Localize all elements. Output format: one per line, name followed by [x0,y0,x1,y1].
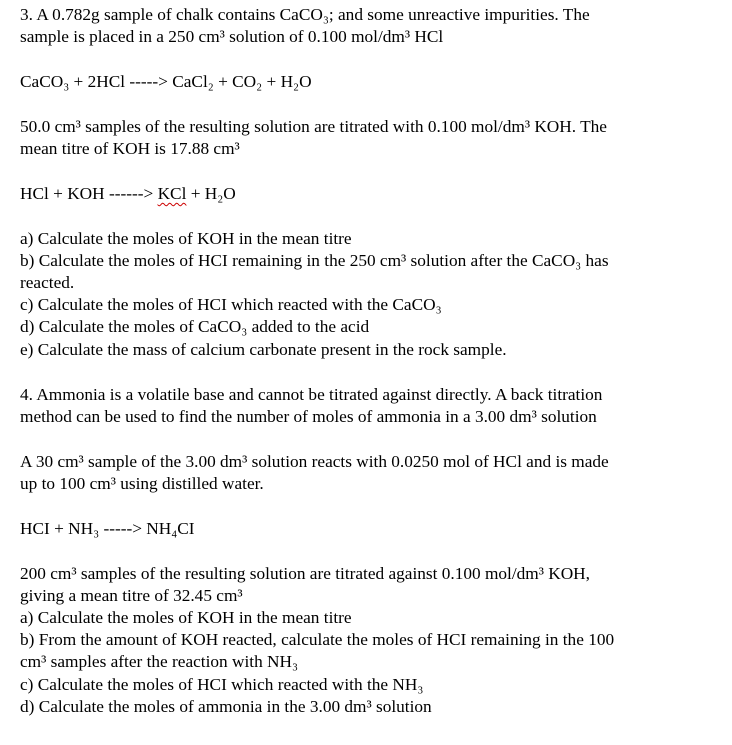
q4-part-b-line-2: cm³ samples after the reaction with NH₃ [20,652,299,671]
q4-part-d: d) Calculate the moles of ammonia in the 3.00 dm³ solution [20,697,432,716]
q3-part-d: d) Calculate the moles of CaCO₃ added to the acid [20,317,370,336]
q4-part-b-line-1: b) From the amount of KOH reacted, calculate the moles of HCI remaining in the 100 [20,630,615,649]
q4-part-a: a) Calculate the moles of KOH in the mean titre [20,608,352,627]
q3-part-c: c) Calculate the moles of HCI which reacted with the CaCO₃ [20,295,442,314]
q3-part-b-line-2: reacted. [20,273,75,292]
spellcheck-kcl[interactable]: KCl [157,184,187,203]
q4-intro-line-1: 4. Ammonia is a volatile base and cannot be titrated against directly. A back titration [20,385,603,404]
q3-eq2-right: + H₂O [186,184,236,203]
q4-intro-line-2: method can be used to find the number of moles of ammonia in a 3.00 dm³ solution [20,407,597,426]
q3-part-b-line-1: b) Calculate the moles of HCI remaining in the 250 cm³ solution after the CaCO₃ has [20,251,609,270]
q3-intro-line-2: sample is placed in a 250 cm³ solution of 0.100 mol/dm³ HCl [20,27,444,46]
q4-sample-line-1: A 30 cm³ sample of the 3.00 dm³ solution reacts with 0.0250 mol of HCl and is made [20,452,609,471]
q3-intro-line-1: 3. A 0.782g sample of chalk contains CaCO₃; and some unreactive impurities. The [20,5,590,24]
q4-sample-line-2: up to 100 cm³ using distilled water. [20,474,264,493]
q3-titration-line-2: mean titre of KOH is 17.88 cm³ [20,139,240,158]
q3-eq2-left: HCl + KOH ------> [20,184,158,203]
q3-titration-line-1: 50.0 cm³ samples of the resulting solution are titrated with 0.100 mol/dm³ KOH. The [20,117,607,136]
q3-part-a: a) Calculate the moles of KOH in the mean titre [20,229,352,248]
q4-part-c: c) Calculate the moles of HCI which reacted with the NH₃ [20,675,424,694]
q3-part-e: e) Calculate the mass of calcium carbonate present in the rock sample. [20,340,507,359]
q4-titration-line-1: 200 cm³ samples of the resulting solution are titrated against 0.100 mol/dm³ KOH, [20,564,590,583]
q3-equation-hcl-koh [20,183,236,205]
q3-equation-caco3-hcl: CaCO₃ + 2HCl -----> CaCl₂ + CO₂ + H₂O [20,72,312,91]
q4-equation-hcl-nh3: HCI + NH₃ -----> NH₄CI [20,519,195,538]
q4-titration-line-2: giving a mean titre of 32.45 cm³ [20,586,243,605]
